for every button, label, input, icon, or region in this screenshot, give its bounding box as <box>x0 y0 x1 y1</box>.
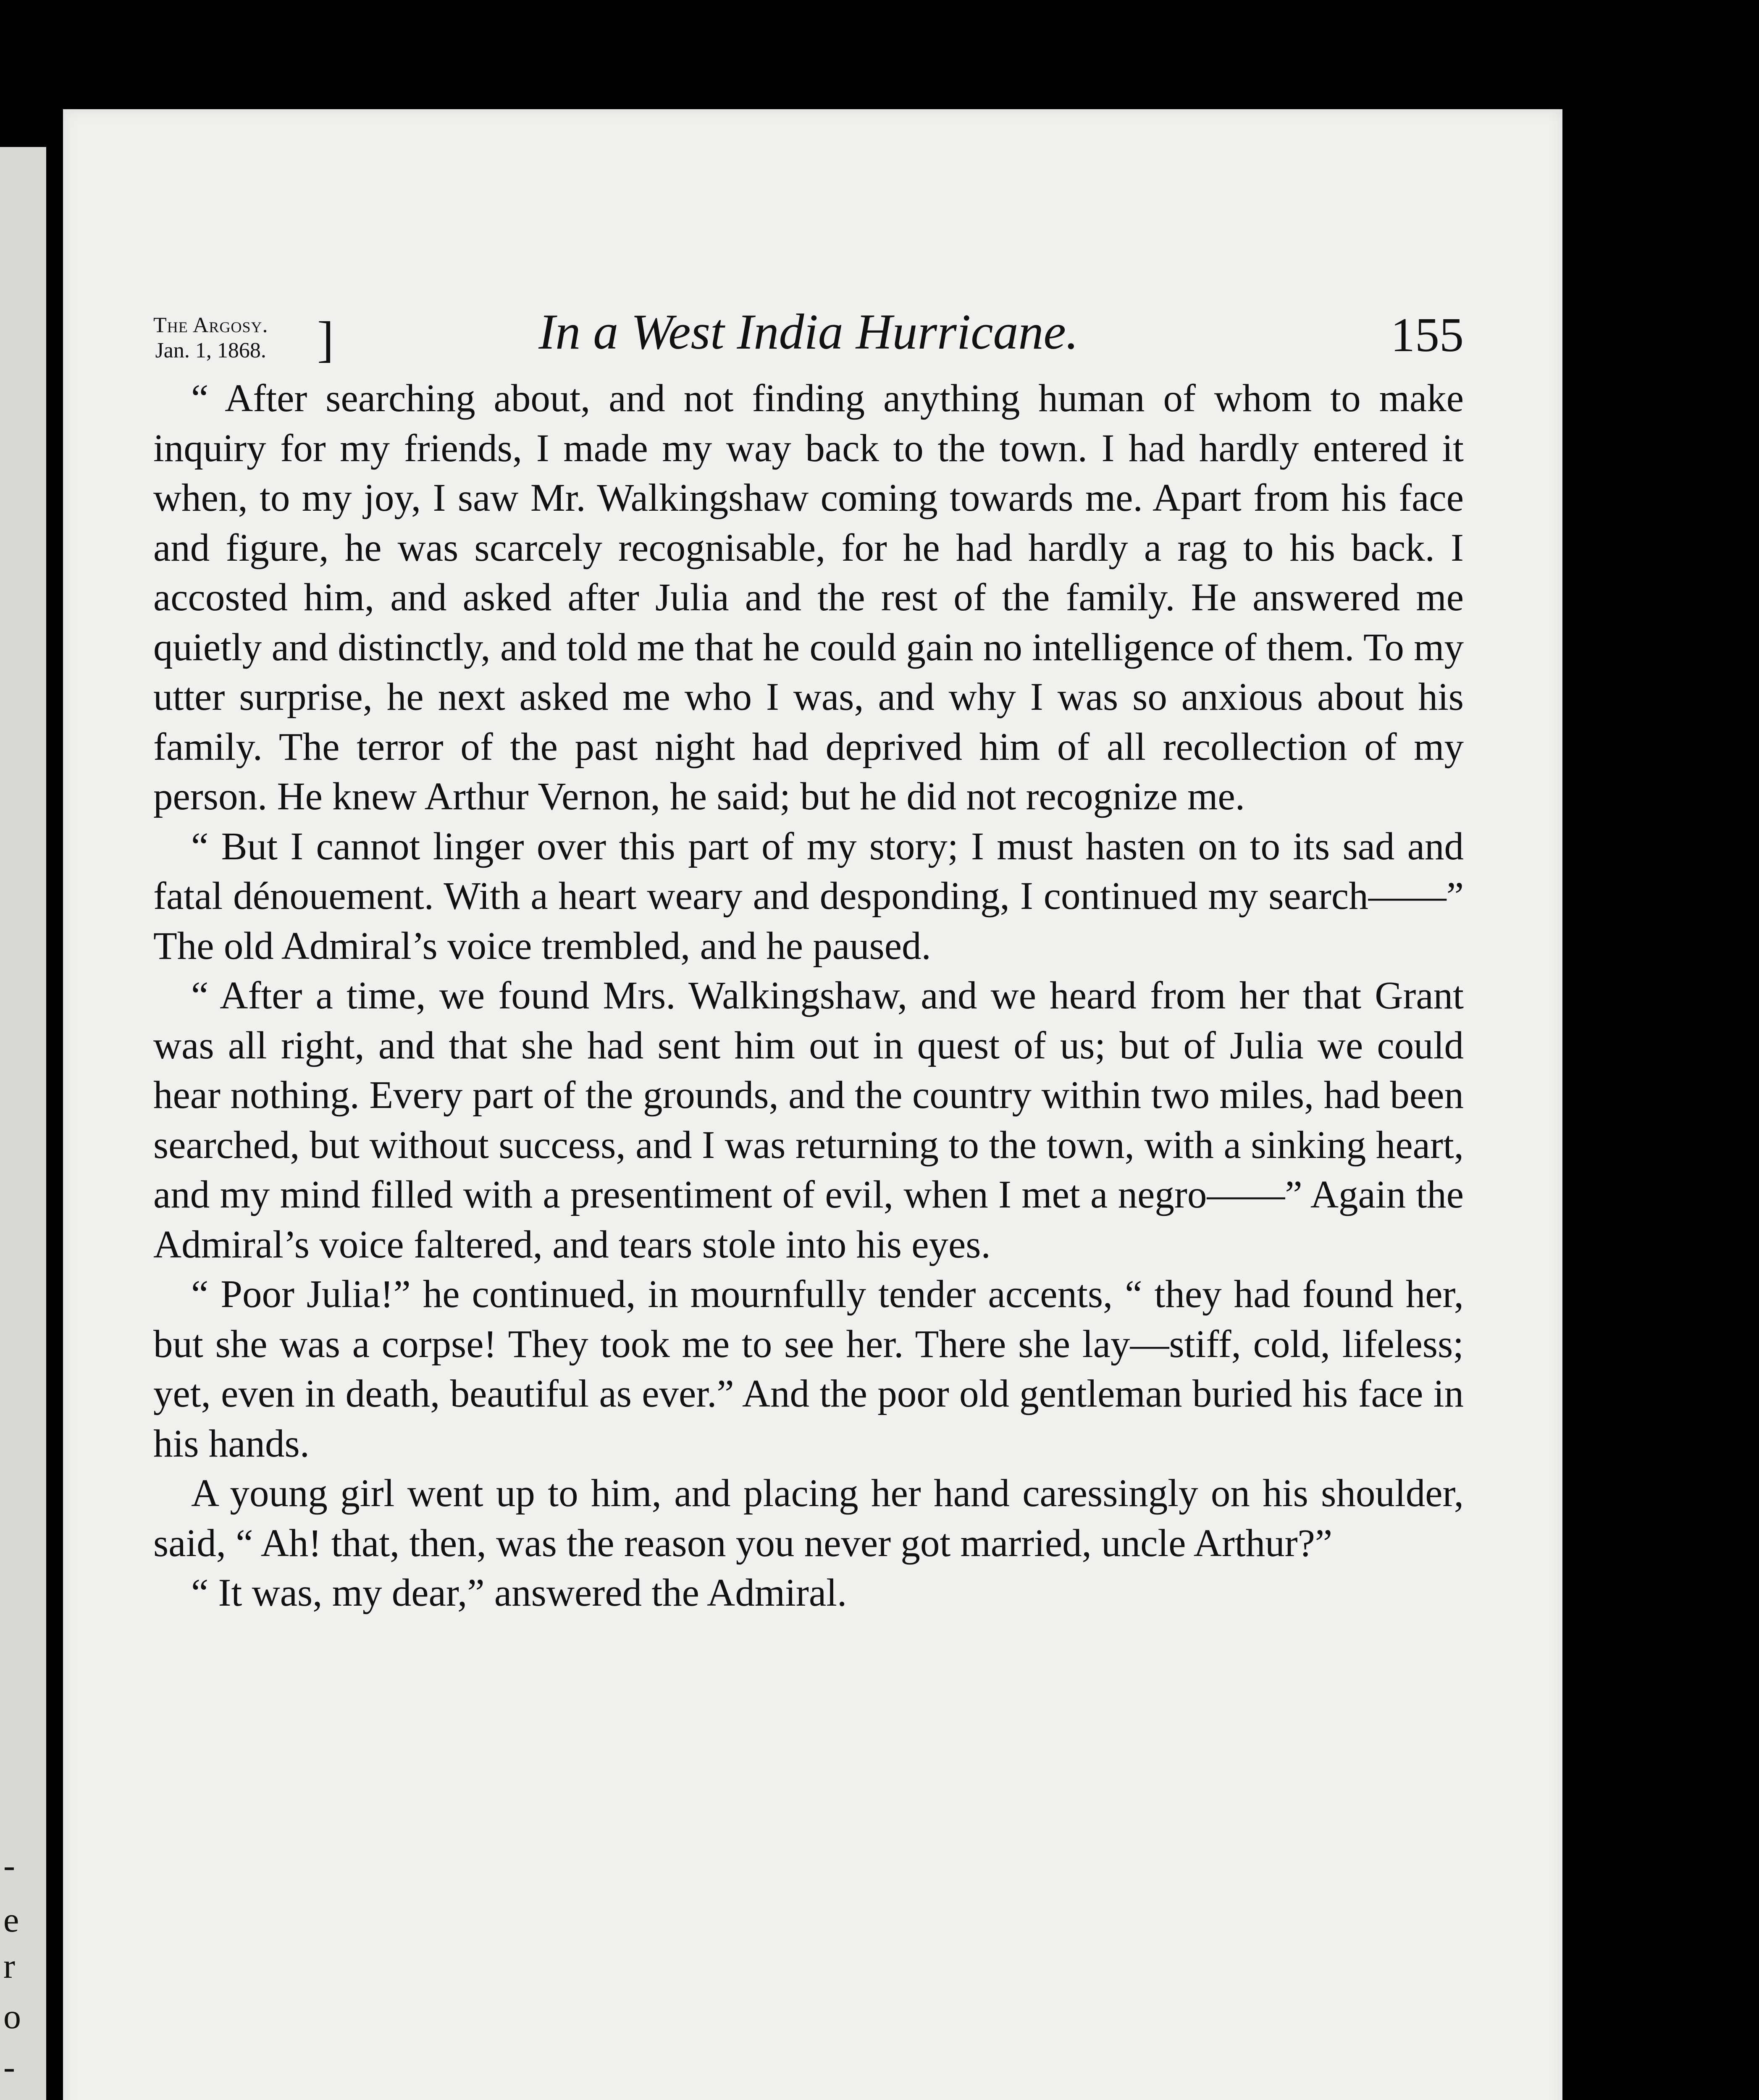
paragraph: “ But I cannot linger over this part of my story; I must hasten on to its sad and fatal dénouement. With a heart weary and desponding, I continued my search——” The old Admiral’s voice trembled, and he paused. <box>153 824 1464 968</box>
body-text <box>153 374 1464 1618</box>
header-bracket: ] <box>317 311 334 367</box>
facing-page-fragment: e <box>3 1900 19 1940</box>
facing-page-edge <box>0 147 46 2100</box>
paragraph: A young girl went up to him, and placing her hand caressingly on his shoulder, said, “ Ah! that, then, was the reason you never got married, uncle Arthur?” <box>153 1472 1464 1565</box>
facing-page-fragment: r <box>3 1947 15 1986</box>
paragraph: “ After searching about, and not finding anything human of whom to make inquiry for my friends, I made my way back to the town. I had hardly entered it when, to my joy, I saw Mr. Walkingshaw coming towards me. Apart from his face and figure, he was scarcely recognisable, for he had hardly a rag to his back. I accosted him, and asked after Julia and the rest of the family. He answered me quietly and distinctly, and told me that he could gain no intelligence of them. To my utter surprise, he next asked me who I was, and why I was so anxious about his family. The terror of the past night had deprived him of all recollection of my person. He knew Arthur Vernon, he said; but he did not recognize me. <box>153 377 1464 818</box>
facing-page-fragment: - <box>3 1846 15 1885</box>
facing-page-fragment: - <box>3 2048 15 2087</box>
page-number: 155 <box>1391 308 1464 362</box>
paragraph: “ It was, my dear,” answered the Admiral. <box>191 1571 847 1614</box>
issue-date: Jan. 1, 1868. <box>155 338 266 362</box>
book-page <box>63 109 1562 2100</box>
facing-page-text-fragments <box>0 1848 46 2100</box>
page-content <box>153 302 1464 2100</box>
paragraph: “ After a time, we found Mrs. Walkingshaw, and we heard from her that Grant was all right, and that she had sent him out in quest of us; but of Julia we could hear nothing. Every part of the grounds, and the country within two miles, had been searched, but without success, and I was returning to the town, with a sinking heart, and my mind filled with a presentiment of evil, when I met a negro——” Again the Admiral’s voice faltered, and tears stole into his eyes. <box>153 974 1464 1266</box>
facing-page-fragment: o <box>3 1997 21 2036</box>
running-header <box>153 302 1464 374</box>
paragraph: “ Poor Julia!” he continued, in mournfully tender accents, “ they had found her, but she was a corpse! They took me to see her. There she lay—stiff, cold, lifeless; yet, even in death, beautiful as ever.” And the poor old gentleman buried his face in his hands. <box>153 1273 1464 1465</box>
running-title: In a West India Hurricane. <box>538 304 1079 360</box>
magazine-name: The Argosy. <box>153 313 268 337</box>
